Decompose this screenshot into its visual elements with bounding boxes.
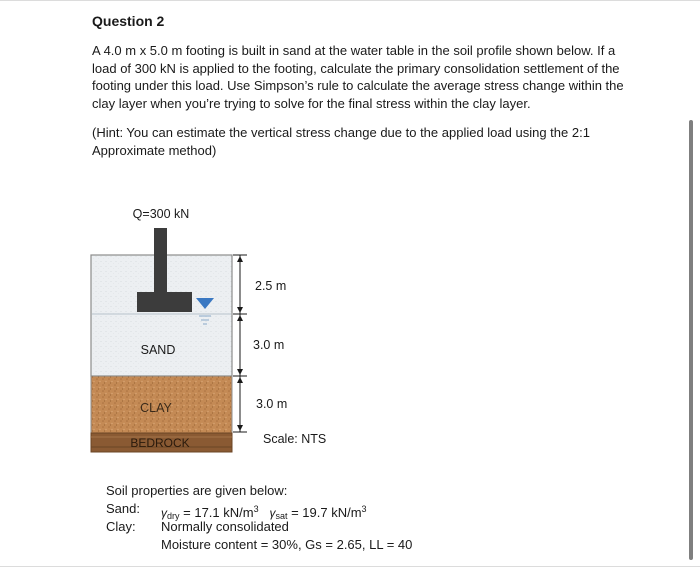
arrow-up-1 (237, 256, 243, 262)
dimension-label-1: 2.5 m (255, 279, 287, 293)
sat-unit-weight: = 19.7 kN/m (291, 505, 362, 520)
question-title: Question 2 (92, 13, 165, 29)
soil-properties (106, 482, 413, 554)
sand-label: SAND (140, 343, 176, 357)
arrow-down-3 (237, 425, 243, 431)
dimension-label-2: 3.0 m (253, 338, 285, 352)
clay-properties-row (106, 518, 287, 536)
sat-cube-superscript: 3 (361, 504, 367, 514)
arrow-down-2 (237, 369, 243, 375)
dry-subscript: dry (167, 511, 180, 521)
arrow-down-1 (237, 307, 243, 313)
scale-label: Scale: NTS (263, 432, 327, 446)
clay-details: Moisture content = 30%, Gs = 2.65, LL = 40 (161, 537, 413, 552)
clay-state: Normally consolidated (161, 519, 289, 534)
arrow-up-2 (237, 315, 243, 321)
clay-properties-label: Clay: (106, 519, 136, 534)
properties-intro: Soil properties are given below: (106, 483, 288, 498)
sat-subscript: sat (275, 511, 288, 521)
gamma-sat-symbol: γ (269, 506, 276, 520)
question-hint: (Hint: You can estimate the vertical stress change due to the applied load using the 2:1 Approximate method) (92, 125, 590, 158)
load-label: Q=300 kN (132, 207, 190, 221)
sand-properties-label: Sand: (106, 501, 140, 516)
footing-base (137, 292, 192, 312)
arrow-up-3 (237, 377, 243, 383)
footing-column-front (154, 228, 167, 293)
clay-label: CLAY (140, 401, 172, 415)
bottom-divider (0, 566, 700, 567)
dry-cube-superscript: 3 (253, 504, 259, 514)
gamma-dry-symbol: γ (161, 506, 167, 520)
question-paragraph: A 4.0 m x 5.0 m footing is built in sand at the water table in the soil profile shown below. If a load of 300 kN is applied to the footing, calculate the primary consolidation settlement of the footing under this load. Use Simpson’s rule to calculate the average stress change within the clay layer when you’re trying to solve for the final stress within the clay layer. (92, 43, 624, 111)
dimension-label-3: 3.0 m (256, 397, 288, 411)
scrollbar[interactable] (689, 120, 693, 560)
dry-unit-weight: = 17.1 kN/m (183, 505, 254, 520)
bedrock-label: BEDROCK (130, 436, 190, 450)
clay-details-row (106, 536, 413, 554)
sand-properties-row (106, 500, 367, 521)
